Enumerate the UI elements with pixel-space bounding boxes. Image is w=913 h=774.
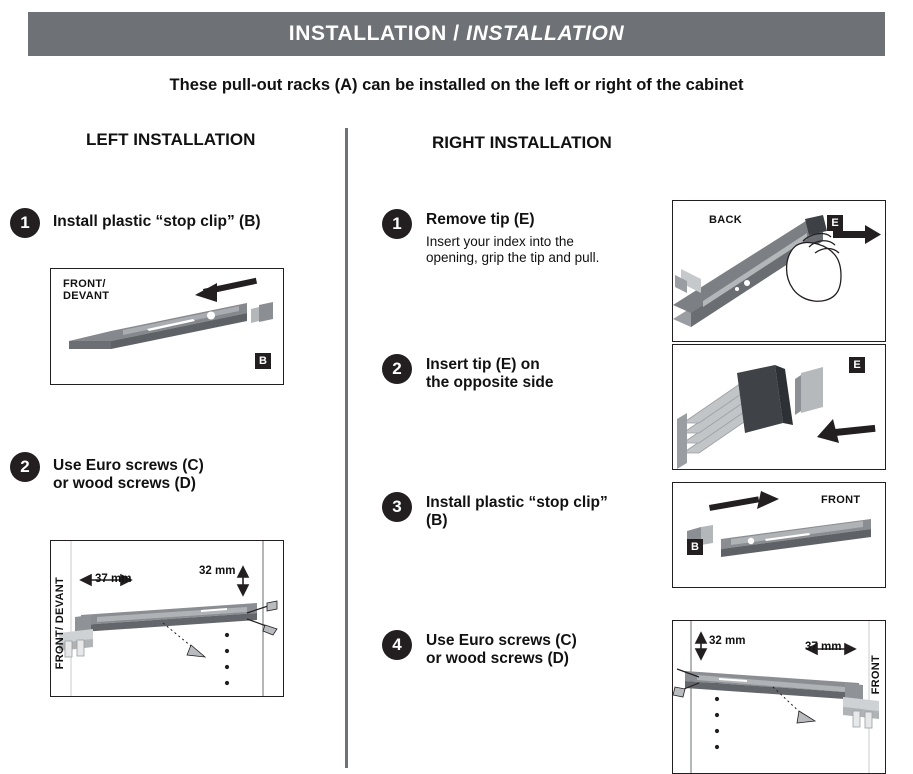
tag-e: E: [849, 357, 865, 373]
header-title-main: INSTALLATION: [288, 22, 447, 45]
dim-32mm: 32 mm: [199, 565, 236, 577]
header-title-separator: /: [453, 22, 460, 45]
right-step-4-text: Use Euro screws (C) or wood screws (D): [426, 632, 577, 668]
right-step-3-number: 3: [382, 492, 412, 522]
back-label: BACK: [709, 214, 742, 226]
right-step-1-figure: [672, 200, 886, 342]
left-step-1-figure: [50, 268, 284, 385]
tag-e: E: [827, 215, 843, 231]
subtitle: These pull-out racks (A) can be installed on the left or right of the cabinet: [169, 76, 744, 94]
right-step-4-number: 4: [382, 630, 412, 660]
right-column-title: RIGHT INSTALLATION: [432, 133, 612, 152]
front-label: FRONT: [821, 494, 861, 506]
dim-37mm: 37 mm: [95, 573, 132, 585]
dim-32mm: 32 mm: [709, 635, 746, 647]
page-title: [289, 22, 624, 46]
left-step-2-figure: [50, 540, 284, 697]
right-step-3-figure: [672, 482, 886, 588]
left-step-2-illustration: [51, 541, 283, 696]
front-label: FRONT/ DEVANT: [63, 278, 110, 302]
right-step-1-text: Remove tip (E): [426, 211, 535, 228]
left-column-title: LEFT INSTALLATION: [86, 130, 256, 149]
tag-b: B: [687, 539, 703, 555]
right-step-2-number: 2: [382, 354, 412, 384]
front-label: FRONT/ DEVANT: [54, 577, 66, 670]
left-step-2-text: Use Euro screws (C) or wood screws (D): [53, 457, 204, 493]
right-step-2-text: Insert tip (E) on the opposite side: [426, 356, 554, 392]
tag-b: B: [255, 353, 271, 369]
left-step-1-text: Install plastic “stop clip” (B): [53, 213, 261, 230]
left-step-2-number: 2: [10, 452, 40, 482]
front-label: FRONT: [870, 655, 883, 695]
header-bar: [28, 12, 885, 56]
left-step-1-number: 1: [10, 208, 40, 238]
right-step-1-number: 1: [382, 209, 412, 239]
right-step-1-illustration: [673, 201, 885, 341]
right-step-1-subtext: Insert your index into the opening, grip the tip and pull.: [426, 234, 600, 266]
right-step-4-illustration: [673, 621, 885, 773]
header-title-italic: INSTALLATION: [466, 22, 625, 45]
dim-37mm: 37 mm: [805, 641, 842, 653]
column-divider: [345, 128, 348, 768]
right-step-3-text: Install plastic “stop clip” (B): [426, 494, 608, 530]
right-step-4-figure: [672, 620, 886, 774]
right-step-2-figure: [672, 344, 886, 470]
